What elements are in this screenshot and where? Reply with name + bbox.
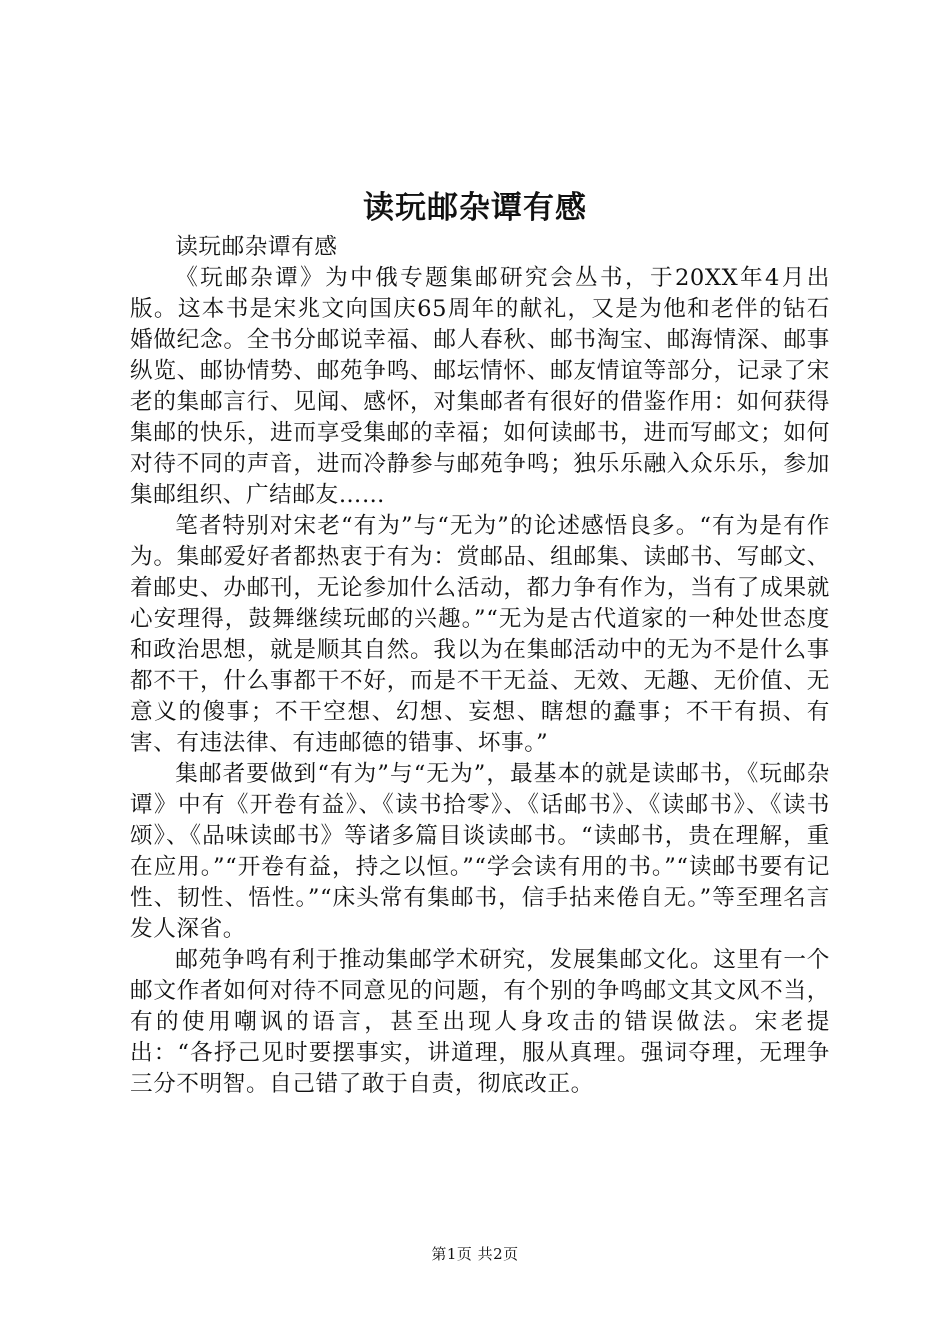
document-body (130, 232, 830, 1100)
paragraph-youwei-wuwei: 笔者特别对宋老“有为”与“无为”的论述感悟良多。“有为是有作为。集邮爱好者都热衷于有为：赏邮品、组邮集、读邮书、写邮文、着邮史、办邮刊，无论参加什么活动，都力争有作为，当有了成果就心安理得，鼓舞继续玩邮的兴趣。”“无为是古代道家的一种处世态度和政治思想，就是顺其自然。我以为在集邮活动中的无为不是什么事都不干，什么事都干不好，而是不干无益、无效、无趣、无价值、无意义的傻事；不干空想、幻想、妄想、瞎想的蠢事；不干有损、有害、有违法律、有违邮德的错事、坏事。” (130, 513, 830, 756)
paragraph-book-intro: 《玩邮杂谭》为中俄专题集邮研究会丛书，于20XX年4月出版。这本书是宋兆文向国庆65周年的献礼，又是为他和老伴的钻石婚做纪念。全书分邮说幸福、邮人春秋、邮书淘宝、邮海情深、邮事纵览、邮协情势、邮苑争鸣、邮坛情怀、邮友情谊等部分，记录了宋老的集邮言行、见闻、感怀，对集邮者有很好的借鉴作用：如何获得集邮的快乐，进而享受集邮的幸福；如何读邮书，进而写邮文；如何对待不同的声音，进而冷静参与邮苑争鸣；独乐乐融入众乐乐，参加集邮组织、广结邮友…… (130, 265, 830, 508)
paragraph-subtitle: 读玩邮杂谭有感 (175, 234, 338, 260)
paragraph-debate: 邮苑争鸣有利于推动集邮学术研究，发展集邮文化。这里有一个邮文作者如何对待不同意见的问题，有个别的争鸣邮文其文风不当，有的使用嘲讽的语言，甚至出现人身攻击的错误做法。宋老提出：“各抒己见时要摆事实，讲道理，服从真理。强词夺理，无理争三分不明智。自己错了敢于自责，彻底改正。 (130, 947, 830, 1097)
document-title: 读玩邮杂谭有感 (363, 190, 587, 226)
paragraph-reading-books: 集邮者要做到“有为”与“无为”，最基本的就是读邮书，《玩邮杂谭》中有《开卷有益》、《读书拾零》、《话邮书》、《读邮书》、《读书颂》、《品味读邮书》等诸多篇目谈读邮书。“读邮书，贵在理解，重在应用。”“开卷有益，持之以恒。”“学会读有用的书。”“读邮书要有记性、韧性、悟性。”“床头常有集邮书，信手拈来倦自无。”等至理名言发人深省。 (130, 761, 830, 942)
page-number-footer: 第1页 共2页 (431, 1245, 519, 1263)
